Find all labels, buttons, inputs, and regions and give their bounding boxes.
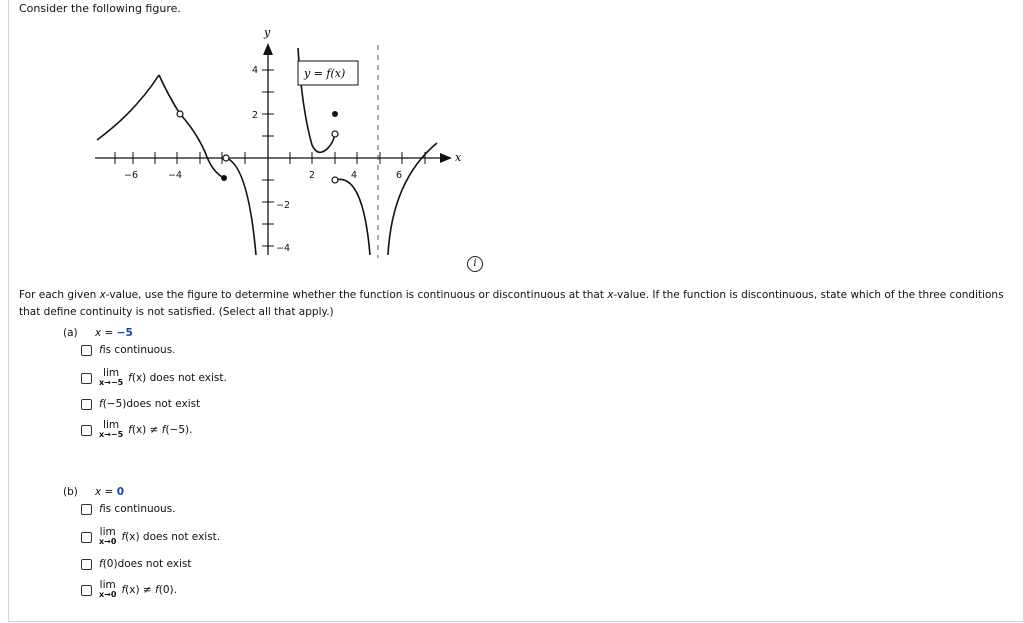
curve-left-mid <box>180 114 224 178</box>
curve-right-upper <box>388 143 437 255</box>
instructions: For each given x-value, use the figure to determine whether the function is continuous or discontinuous at that x-value. If the function is discontinuous, state which of the three conditions that define continuity is not satisfied. (Select all that apply.) <box>19 289 1004 318</box>
checkbox[interactable] <box>81 373 92 384</box>
option-b-limit-neq-value[interactable]: lim x→0 f(x) ≠ f(0). <box>81 580 177 600</box>
option-a-limit-dne[interactable]: lim x→−5 f(x) does not exist. <box>81 368 227 388</box>
closed-point <box>221 175 227 181</box>
option-b-limit-dne[interactable]: lim x→0 f(x) does not exist. <box>81 527 220 547</box>
part-b-label: (b) <box>63 486 78 498</box>
checkbox[interactable] <box>81 425 92 436</box>
checkbox[interactable] <box>81 532 92 543</box>
checkbox[interactable] <box>81 559 92 570</box>
x-axis-label: x <box>455 151 462 164</box>
info-icon[interactable]: i <box>467 256 483 272</box>
y-tick-label: −4 <box>276 243 291 254</box>
checkbox[interactable] <box>81 345 92 356</box>
x-tick-label: 6 <box>396 170 403 181</box>
checkbox[interactable] <box>81 399 92 410</box>
y-axis-arrow <box>263 43 273 55</box>
x-tick-label: 2 <box>309 170 316 181</box>
part-b-x-value: x = 0 <box>95 486 124 498</box>
option-b-value-dne[interactable]: f (0) does not exist <box>81 558 191 570</box>
open-point <box>332 131 338 137</box>
open-point <box>223 155 229 161</box>
checkbox[interactable] <box>81 504 92 515</box>
checkbox[interactable] <box>81 585 92 596</box>
open-point <box>177 111 183 117</box>
x-tick-label: 4 <box>351 170 358 181</box>
open-point <box>332 177 338 183</box>
y-axis-label: y <box>264 26 271 39</box>
intro-text: Consider the following figure. <box>19 2 181 15</box>
option-a-value-dne[interactable]: f (−5) does not exist <box>81 398 200 410</box>
x-axis-arrow <box>440 153 452 163</box>
curve-left-rise <box>97 75 159 140</box>
option-b-continuous[interactable]: f is continuous. <box>81 503 176 515</box>
y-tick-label: 2 <box>252 110 259 121</box>
part-a-label: (a) <box>63 327 78 339</box>
option-a-limit-neq-value[interactable]: lim x→−5 f(x) ≠ f(−5). <box>81 420 192 440</box>
part-a-x-value: x = −5 <box>95 327 133 339</box>
y-tick-label: 4 <box>252 65 259 76</box>
x-tick-label: −4 <box>168 170 183 181</box>
curve-left-fall <box>159 75 180 114</box>
x-tick-label: −6 <box>124 170 139 181</box>
closed-point <box>332 111 338 117</box>
curve-pre-asymptote <box>226 158 256 255</box>
curve-right-lower <box>335 179 370 255</box>
function-graph <box>0 0 500 270</box>
y-tick-label: −2 <box>276 200 291 211</box>
curve-label: y = f(x) <box>304 67 346 80</box>
option-a-continuous[interactable]: f is continuous. <box>81 344 176 356</box>
